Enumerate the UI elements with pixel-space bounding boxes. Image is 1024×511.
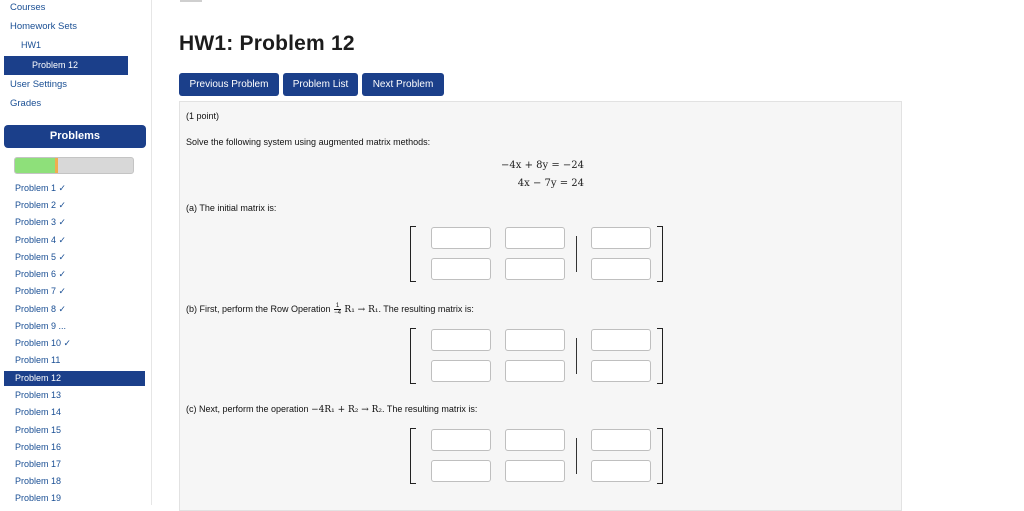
problem-list-item[interactable]: Problem 14	[15, 407, 62, 417]
matrix-b-cell-1-1[interactable]	[431, 329, 491, 351]
problem-list-item[interactable]: Problem 13	[15, 390, 62, 400]
matrix-b-cell-2-3[interactable]	[591, 360, 651, 382]
progress-completed	[15, 158, 55, 173]
part-b-suffix: . The resulting matrix is:	[378, 303, 474, 314]
part-c-operation: −4R₁ + R₂ → R₂	[311, 405, 383, 415]
matrix-c-cell-2-1[interactable]	[431, 460, 491, 482]
problem-list-item[interactable]: Problem 15	[15, 425, 62, 435]
nav-grades-link[interactable]: Grades	[10, 98, 42, 109]
nav-hw1-link[interactable]: HW1	[21, 40, 41, 50]
matrix-a	[410, 226, 663, 282]
problems-header[interactable]: Problems	[4, 125, 146, 148]
matrix-c-cell-2-3[interactable]	[591, 460, 651, 482]
row-op-fraction-denominator: −4	[334, 310, 341, 316]
problem-list-item[interactable]: Problem 16	[15, 442, 62, 452]
problem-list-item[interactable]: Problem 7 ✓	[15, 286, 67, 296]
matrix-c-cell-2-2[interactable]	[505, 460, 565, 482]
matrix-c-cell-1-2[interactable]	[505, 429, 565, 451]
top-scroll-indicator	[180, 0, 202, 2]
problem-list-item[interactable]: Problem 3 ✓	[15, 217, 67, 227]
problem-list-item[interactable]: Problem 18	[15, 476, 62, 486]
matrix-b-cell-1-3[interactable]	[591, 329, 651, 351]
augment-bar	[576, 438, 577, 474]
matrix-b	[410, 328, 663, 384]
problem-instruction: Solve the following system using augmented matrix methods:	[186, 137, 431, 147]
problem-list-item[interactable]: Problem 1 ✓	[15, 183, 67, 193]
problem-list-item[interactable]: Problem 17	[15, 459, 62, 469]
equation-1: −4x + 8y = −24	[501, 160, 584, 171]
augment-bar	[576, 338, 577, 374]
next-problem-button[interactable]: Next Problem	[362, 73, 444, 96]
nav-user-settings-link[interactable]: User Settings	[10, 79, 68, 90]
part-b-operation: R₁ → R₁	[344, 304, 379, 315]
matrix-c	[410, 428, 663, 484]
right-bracket	[657, 226, 663, 282]
left-bracket	[410, 226, 416, 282]
matrix-a-cell-2-2[interactable]	[505, 258, 565, 280]
problem-list-item[interactable]: Problem 4 ✓	[15, 235, 67, 245]
left-bracket	[410, 328, 416, 384]
part-b-prefix: (b) First, perform the Row Operation	[186, 303, 331, 314]
progress-bar	[14, 157, 134, 174]
problem-list-item[interactable]: Problem 9 ...	[15, 321, 67, 331]
matrix-a-cell-2-3[interactable]	[591, 258, 651, 280]
matrix-b-cell-1-2[interactable]	[505, 329, 565, 351]
problem-list-item-current[interactable]: Problem 12	[4, 371, 145, 386]
problem-list-button[interactable]: Problem List	[283, 73, 358, 96]
problem-list-item[interactable]: Problem 2 ✓	[15, 200, 67, 210]
problem-list-item[interactable]: Problem 6 ✓	[15, 269, 67, 279]
matrix-a-cell-1-2[interactable]	[505, 227, 565, 249]
matrix-a-cell-1-1[interactable]	[431, 227, 491, 249]
part-c-prompt	[186, 404, 477, 415]
problem-list-item[interactable]: Problem 19	[15, 493, 62, 503]
point-value: (1 point)	[186, 111, 220, 121]
equation-2: 4x − 7y = 24	[517, 178, 584, 189]
part-b-prompt	[186, 303, 474, 316]
nav-homework-sets-link[interactable]: Homework Sets	[10, 21, 78, 32]
previous-problem-button[interactable]: Previous Problem	[179, 73, 279, 96]
nav-courses-link[interactable]: Courses	[10, 2, 46, 13]
part-c-suffix: . The resulting matrix is:	[382, 404, 478, 414]
matrix-a-cell-1-3[interactable]	[591, 227, 651, 249]
part-a-prompt: (a) The initial matrix is:	[186, 203, 277, 213]
right-bracket	[657, 428, 663, 484]
part-c-prefix: (c) Next, perform the operation	[186, 404, 309, 414]
problem-list-item[interactable]: Problem 8 ✓	[15, 304, 67, 314]
matrix-c-cell-1-3[interactable]	[591, 429, 651, 451]
page-title: HW1: Problem 12	[179, 32, 355, 55]
augment-bar	[576, 236, 577, 272]
problem-list-item[interactable]: Problem 10 ✓	[15, 338, 72, 348]
matrix-c-cell-1-1[interactable]	[431, 429, 491, 451]
matrix-a-cell-2-1[interactable]	[431, 258, 491, 280]
problem-list-item[interactable]: Problem 5 ✓	[15, 252, 67, 262]
left-bracket	[410, 428, 416, 484]
matrix-b-cell-2-1[interactable]	[431, 360, 491, 382]
progress-in-progress	[55, 158, 58, 173]
row-op-fraction-numerator: 1	[335, 303, 340, 309]
nav-current-problem[interactable]: Problem 12	[4, 56, 128, 75]
matrix-b-cell-2-2[interactable]	[505, 360, 565, 382]
problem-list-item[interactable]: Problem 11	[15, 355, 61, 365]
row-op-fraction	[334, 303, 341, 316]
right-bracket	[657, 328, 663, 384]
sidebar	[0, 0, 152, 505]
